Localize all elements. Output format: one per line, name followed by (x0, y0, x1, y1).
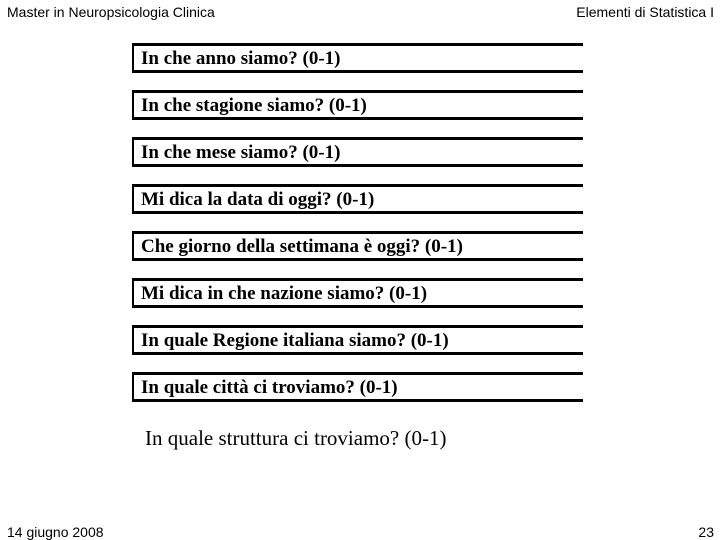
header-course-title: Master in Neuropsicologia Clinica (7, 4, 215, 20)
question-text: Mi dica in che nazione siamo? (0-1) (141, 283, 428, 304)
question-box (132, 325, 583, 355)
question-box (132, 278, 583, 308)
question-text: In che mese siamo? (0-1) (141, 142, 341, 163)
header-subject-title: Elementi di Statistica I (576, 4, 714, 20)
question-box (132, 90, 583, 120)
question-text: In quale città ci troviamo? (0-1) (141, 377, 398, 398)
question-box (132, 372, 583, 402)
question-text: Che giorno della settimana è oggi? (0-1) (141, 236, 463, 257)
question-box (132, 43, 583, 73)
question-text: In quale Regione italiana siamo? (0-1) (141, 330, 449, 351)
question-text: In che anno siamo? (0-1) (141, 48, 341, 69)
question-box (132, 137, 583, 167)
question-box (132, 231, 583, 261)
footer-date: 14 giugno 2008 (7, 524, 104, 540)
question-text: Mi dica la data di oggi? (0-1) (141, 189, 375, 210)
question-text: In che stagione siamo? (0-1) (141, 95, 367, 116)
page-number: 23 (698, 524, 714, 540)
extra-question: In quale struttura ci troviamo? (0-1) (145, 426, 447, 450)
question-box (132, 184, 583, 214)
